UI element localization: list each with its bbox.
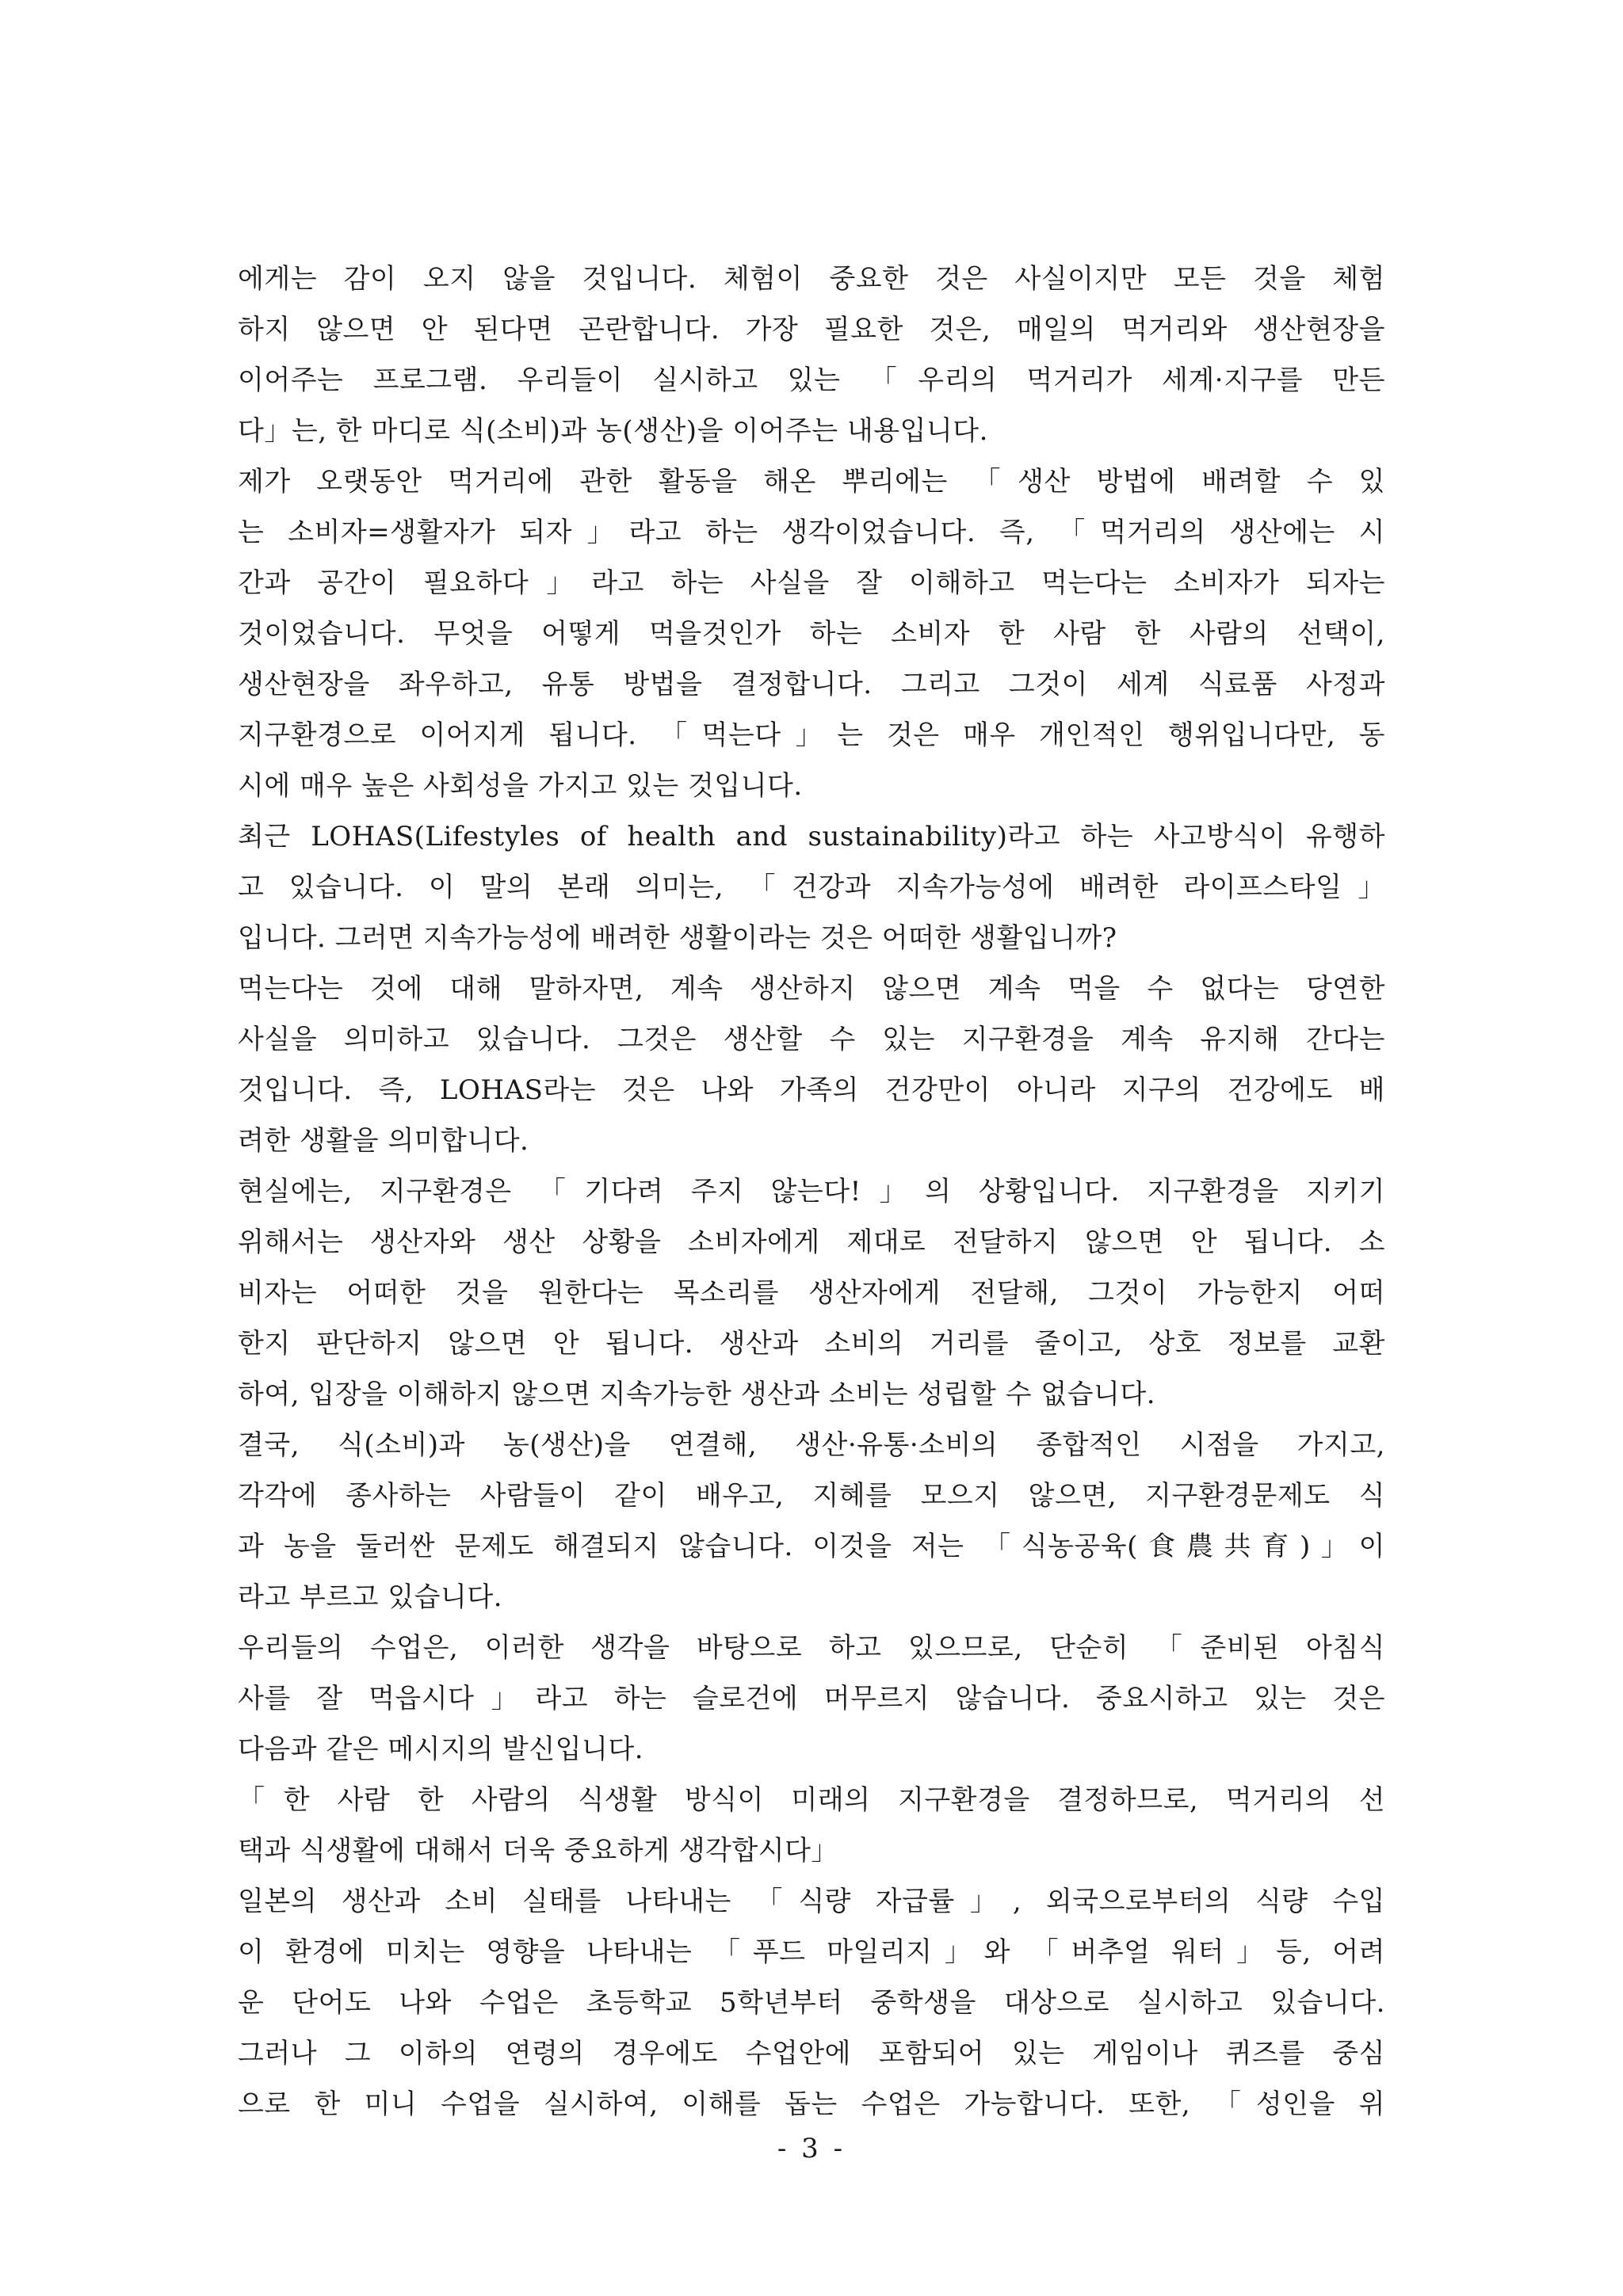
text-line: 과 농을 둘러싼 문제도 해결되지 않습니다. 이것을 저는 「식농공육(食農共育)」이 — [238, 1531, 1385, 1562]
text-line: 그러나 그 이하의 연령의 경우에도 수업안에 포함되어 있는 게임이나 퀴즈를 중심 — [238, 2038, 1385, 2069]
text-line: 위해서는 생산자와 생산 상황을 소비자에게 제대로 전달하지 않으면 안 됩니다. 소 — [238, 1226, 1385, 1258]
text-line: 택과 식생활에 대해서 더욱 중요하게 생각합시다」 — [238, 1835, 838, 1867]
text-line: 으로 한 미니 수업을 실시하여, 이해를 돕는 수업은 가능합니다. 또한, 「성인을 위 — [238, 2088, 1385, 2120]
text-line: 하지 않으면 안 된다면 곤란합니다. 가장 필요한 것은, 매일의 먹거리와 생산현장을 — [238, 314, 1385, 345]
text-line: 현실에는, 지구환경은 「기다려 주지 않는다!」의 상황입니다. 지구환경을 지키기 — [238, 1176, 1385, 1207]
text-line: 결국, 식(소비)과 농(생산)을 연결해, 생산·유통·소비의 종합적인 시점을 가지고, — [238, 1429, 1385, 1461]
text-line: 사를 잘 먹읍시다」라고 하는 슬로건에 머무르지 않습니다. 중요시하고 있는 것은 — [238, 1683, 1385, 1714]
text-line: 간과 공간이 필요하다」라고 하는 사실을 잘 이해하고 먹는다는 소비자가 되자는 — [238, 567, 1385, 599]
text-line: 입니다. 그러면 지속가능성에 배려한 생활이라는 것은 어떠한 생활입니까? — [238, 922, 1117, 954]
text-line: 것입니다. 즉, LOHAS라는 것은 나와 가족의 건강만이 아니라 지구의 건강에도 배 — [238, 1074, 1385, 1106]
text-line: 사실을 의미하고 있습니다. 그것은 생산할 수 있는 지구환경을 계속 유지해 간다는 — [238, 1024, 1385, 1055]
page-number: - 3 - — [777, 2133, 846, 2164]
text-line: 「한 사람 한 사람의 식생활 방식이 미래의 지구환경을 결정하므로, 먹거리의 선 — [238, 1784, 1385, 1816]
text-line: 다」는, 한 마디로 식(소비)과 농(생산)을 이어주는 내용입니다. — [238, 415, 988, 447]
text-line: 려한 생활을 의미합니다. — [238, 1125, 529, 1157]
text-line: 고 있습니다. 이 말의 본래 의미는, 「건강과 지속가능성에 배려한 라이프스타일」 — [238, 871, 1385, 903]
text-line: 하여, 입장을 이해하지 않으면 지속가능한 생산과 소비는 성립할 수 없습니다. — [238, 1379, 1156, 1410]
text-line: 다음과 같은 메시지의 발신입니다. — [238, 1733, 644, 1765]
text-line: 일본의 생산과 소비 실태를 나타내는 「식량 자급률」, 외국으로부터의 식량 수입 — [238, 1886, 1385, 1917]
text-line: 라고 부르고 있습니다. — [238, 1581, 503, 1613]
text-line: 생산현장을 좌우하고, 유통 방법을 결정합니다. 그리고 그것이 세계 식료품 사정과 — [238, 669, 1385, 700]
text-line: 이어주는 프로그램. 우리들이 실시하고 있는 「우리의 먹거리가 세계·지구를 만든 — [238, 364, 1385, 396]
text-line: 것이었습니다. 무엇을 어떻게 먹을것인가 하는 소비자 한 사람 한 사람의 선택이, — [238, 618, 1385, 650]
text-line: 각각에 종사하는 사람들이 같이 배우고, 지혜를 모으지 않으면, 지구환경문제도 식 — [238, 1480, 1385, 1512]
text-line: 는 소비자=생활자가 되자」라고 하는 생각이었습니다. 즉, 「먹거리의 생산에는 시 — [238, 517, 1385, 548]
text-line: 먹는다는 것에 대해 말하자면, 계속 생산하지 않으면 계속 먹을 수 없다는 당연한 — [238, 973, 1385, 1005]
body-text — [238, 254, 1385, 2130]
text-line: 에게는 감이 오지 않을 것입니다. 체험이 중요한 것은 사실이지만 모든 것을 체험 — [238, 263, 1385, 295]
text-line: 시에 매우 높은 사회성을 가지고 있는 것입니다. — [238, 770, 803, 802]
text-line: 제가 오랫동안 먹거리에 관한 활동을 해온 뿌리에는 「생산 방법에 배려할 수 있 — [238, 466, 1385, 498]
text-line: 비자는 어떠한 것을 원한다는 목소리를 생산자에게 전달해, 그것이 가능한지 어떠 — [238, 1277, 1385, 1309]
text-line: 우리들의 수업은, 이러한 생각을 바탕으로 하고 있으므로, 단순히 「준비된 아침식 — [238, 1632, 1385, 1664]
text-line: 한지 판단하지 않으면 안 됩니다. 생산과 소비의 거리를 줄이고, 상호 정보를 교환 — [238, 1328, 1385, 1360]
text-line: 이 환경에 미치는 영향을 나타내는 「푸드 마일리지」와 「버추얼 워터」등, 어려 — [238, 1936, 1385, 1968]
text-line: 운 단어도 나와 수업은 초등학교 5학년부터 중학생을 대상으로 실시하고 있습니다. — [238, 1987, 1385, 2019]
text-line: 최근 LOHAS(Lifestyles of health and sustainability)라고 하는 사고방식이 유행하 — [238, 821, 1385, 852]
text-line: 지구환경으로 이어지게 됩니다. 「먹는다」는 것은 매우 개인적인 행위입니다만, 동 — [238, 719, 1385, 751]
